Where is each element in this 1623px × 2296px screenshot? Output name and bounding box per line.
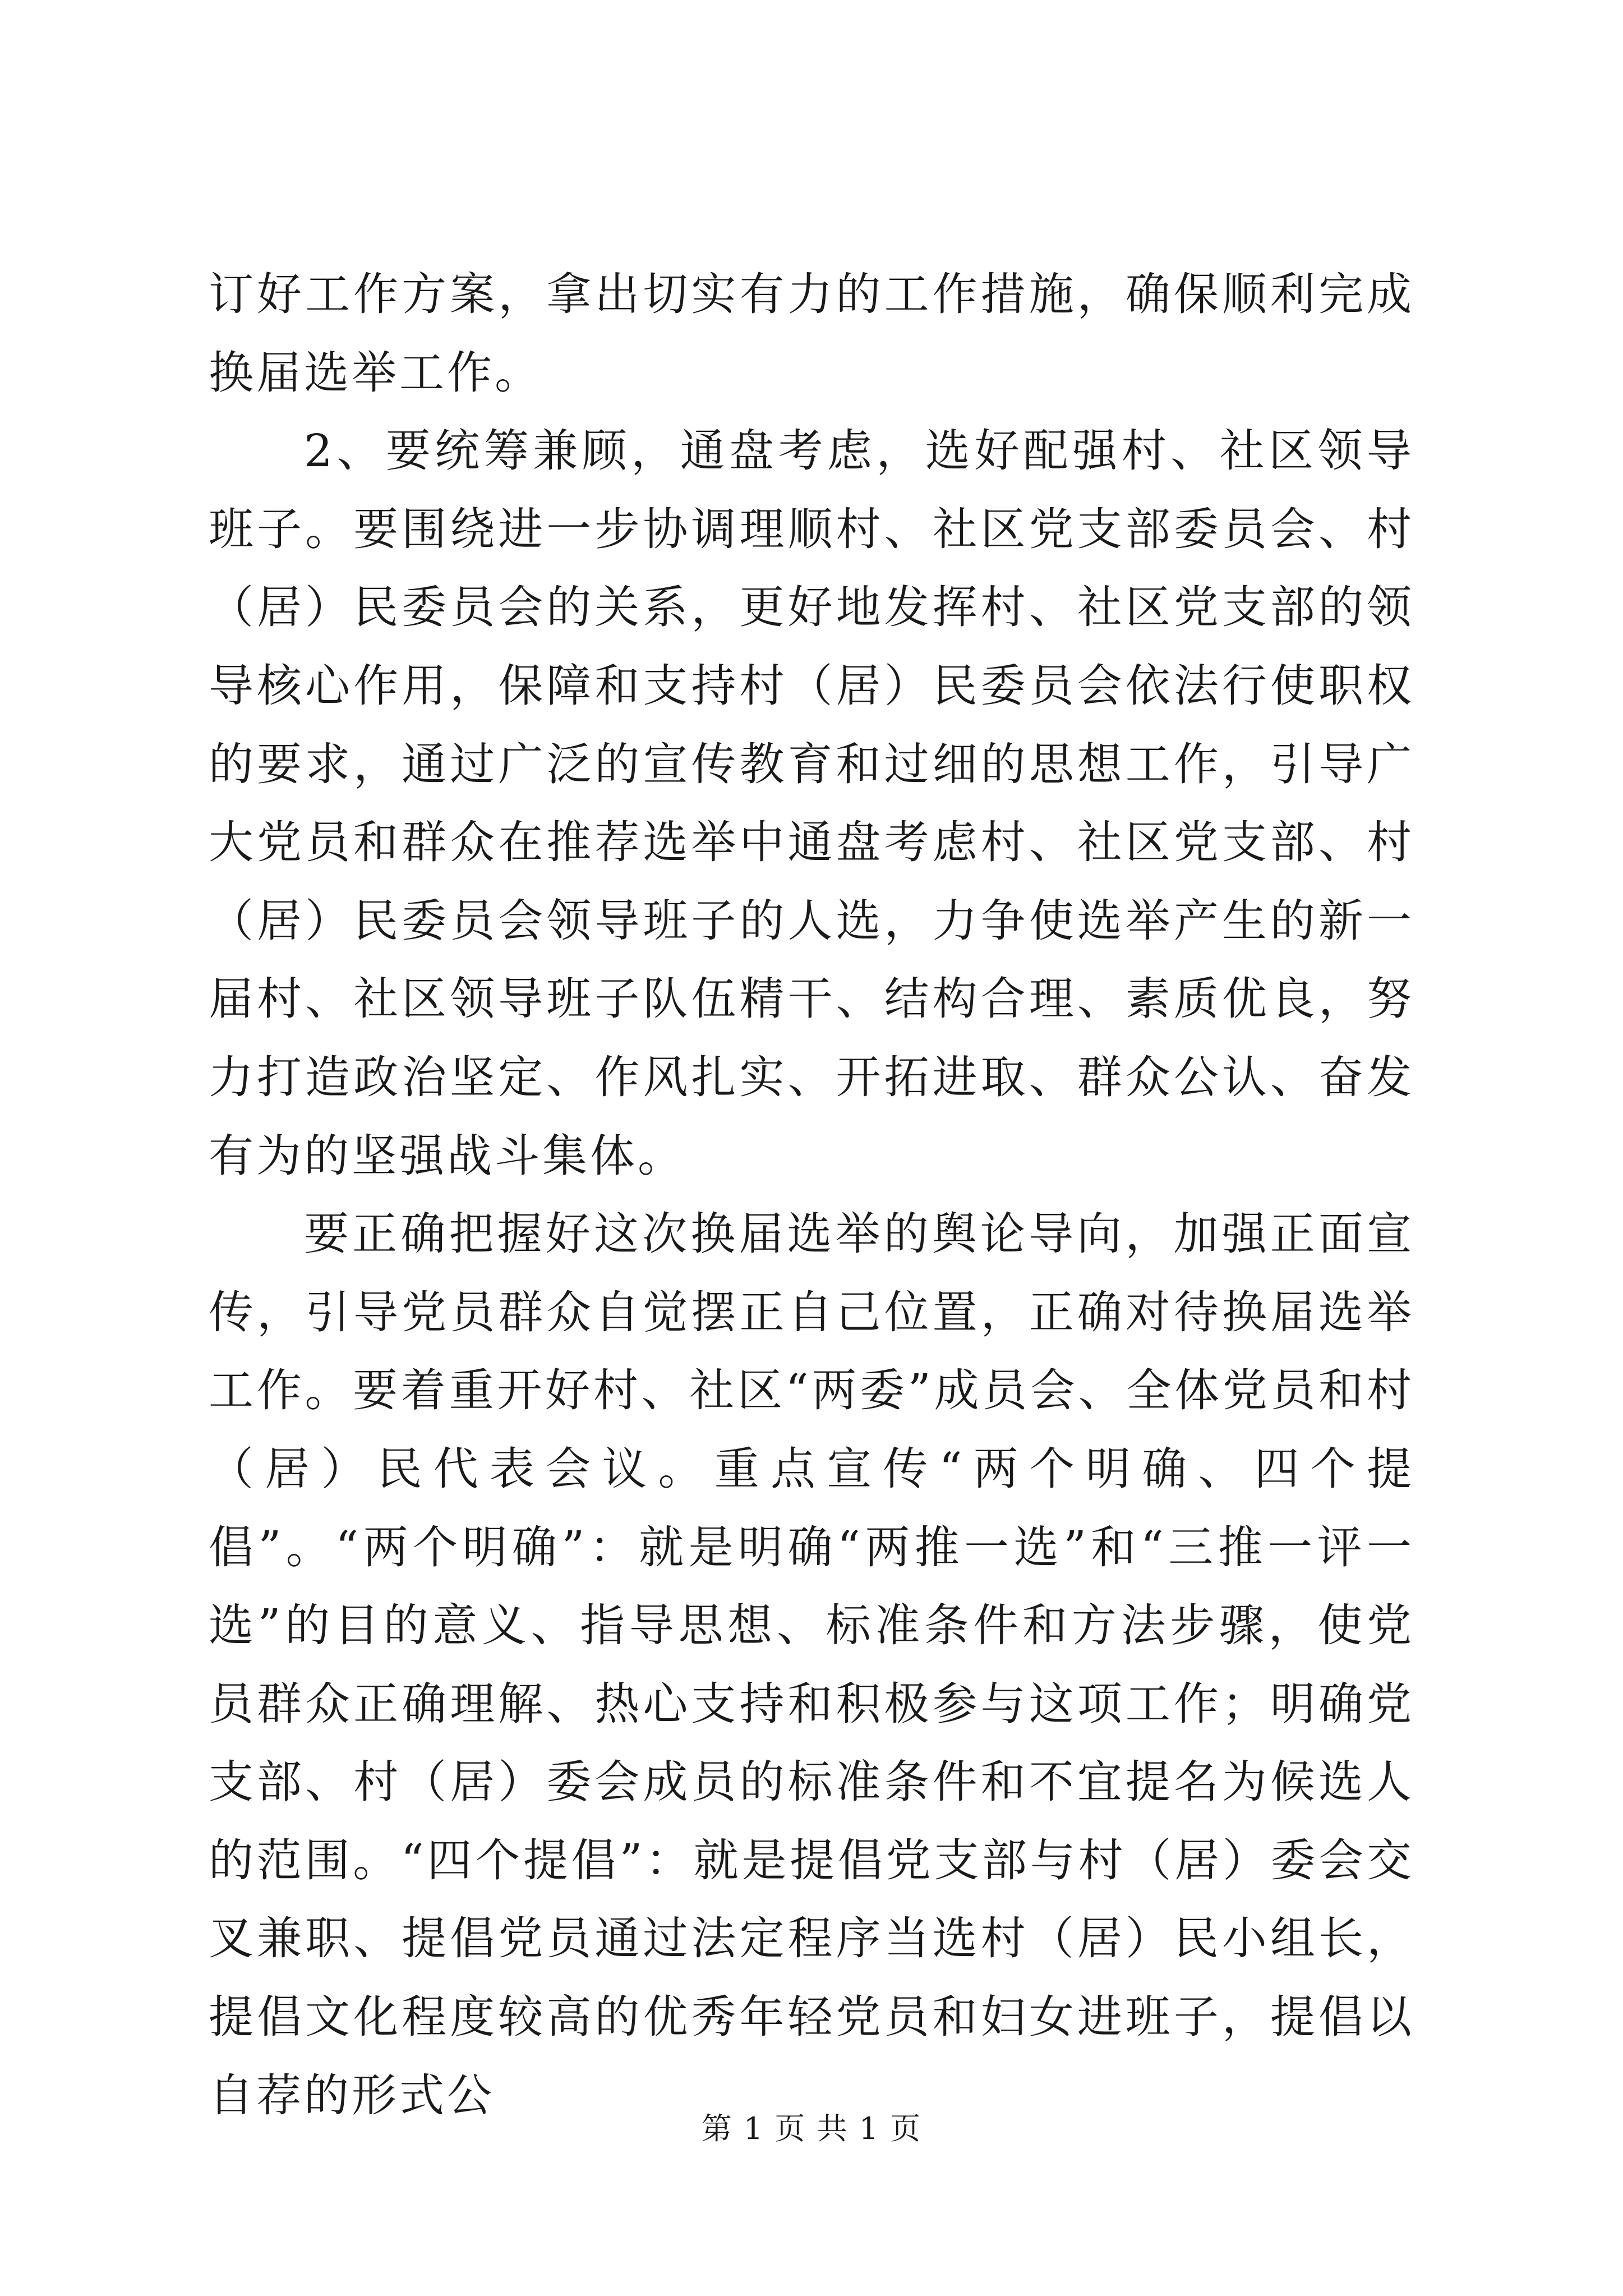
page-footer: 第 1 页 共 1 页 xyxy=(701,2111,922,2146)
paragraph-continuation: 订好工作方案，拿出切实有力的工作措施，确保顺利完成换届选举工作。 xyxy=(209,268,1414,399)
paragraph-item-2: 2、要统筹兼顾，通盘考虑，选好配强村、社区领导班子。要围绕进一步协调理顺村、社区党支部委员会、村（居）民委员会的关系，更好地发挥村、社区党支部的领导核心作用，保障和支持村（居）民委员会依法行使职权的要求，通过广泛的宣传教育和过细的思想工作，引导广大党员和群众在推荐选举中通盘考虑村、社区党支部、村（居）民委员会领导班子的人选，力争使选举产生的新一届村、社区领导班子队伍精干、结构合理、素质优良，努力打造政治坚定、作风扎实、开拓进取、群众公认、奋发有为的坚强战斗集体。 xyxy=(209,425,1414,1182)
document-body xyxy=(209,255,1414,2134)
paragraph-publicity: 要正确把握好这次换届选举的舆论导向，加强正面宣传，引导党员群众自觉摆正自己位置，正确对待换届选举工作。要着重开好村、社区“两委”成员会、全体党员和村（居）民代表会议。重点宣传“两个明确、四个提倡”。“两个明确”：就是明确“两推一选”和“三推一评一选”的目的意义、指导思想、标准条件和方法步骤，使党员群众正确理解、热心支持和积极参与这项工作；明确党支部、村（居）委会成员的标准条件和不宜提名为候选人的范围。“四个提倡”：就是提倡党支部与村（居）委会交叉兼职、提倡党员通过法定程序当选村（居）民小组长，提倡文化程度较高的优秀年轻党员和妇女进班子，提倡以自荐的形式公 xyxy=(209,1208,1414,2122)
